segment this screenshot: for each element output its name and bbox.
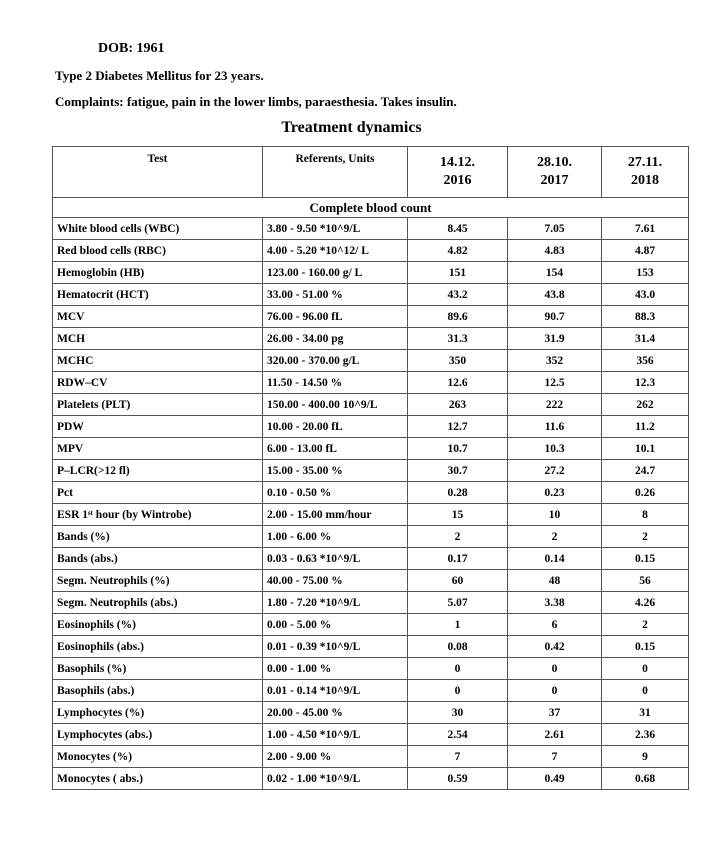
value-2016-cell: 151	[408, 262, 508, 284]
table-row	[53, 394, 689, 416]
test-name-cell: Segm. Neutrophils (abs.)	[53, 592, 263, 614]
section-label: Complete blood count	[53, 198, 689, 218]
value-2017-cell: 352	[508, 350, 602, 372]
value-2017-cell: 222	[508, 394, 602, 416]
value-2018-cell: 153	[602, 262, 689, 284]
value-2018-cell: 0.68	[602, 768, 689, 790]
test-name-cell: MCH	[53, 328, 263, 350]
table-row	[53, 460, 689, 482]
value-2018-cell: 43.0	[602, 284, 689, 306]
table-row	[53, 768, 689, 790]
value-2017-cell: 6	[508, 614, 602, 636]
referent-range-cell: 0.10 - 0.50 %	[263, 482, 408, 504]
referent-range-cell: 1.00 - 4.50 *10^9/L	[263, 724, 408, 746]
value-2016-cell: 30.7	[408, 460, 508, 482]
value-2018-cell: 24.7	[602, 460, 689, 482]
header-referents: Referents, Units	[263, 147, 408, 198]
value-2016-cell: 263	[408, 394, 508, 416]
table-row	[53, 218, 689, 240]
referent-range-cell: 1.80 - 7.20 *10^9/L	[263, 592, 408, 614]
table-row	[53, 526, 689, 548]
value-2018-cell: 262	[602, 394, 689, 416]
header-date-1-day: 14.12.	[440, 155, 475, 170]
value-2016-cell: 350	[408, 350, 508, 372]
test-name-cell: MCHC	[53, 350, 263, 372]
table-row	[53, 262, 689, 284]
value-2018-cell: 2	[602, 614, 689, 636]
value-2017-cell: 12.5	[508, 372, 602, 394]
value-2016-cell: 2.54	[408, 724, 508, 746]
referent-range-cell: 76.00 - 96.00 fL	[263, 306, 408, 328]
referent-range-cell: 0.00 - 5.00 %	[263, 614, 408, 636]
test-name-cell: Lymphocytes (%)	[53, 702, 263, 724]
patient-dob: DOB: 1961	[98, 41, 165, 56]
value-2018-cell: 356	[602, 350, 689, 372]
test-name-cell: Basophils (%)	[53, 658, 263, 680]
table-row	[53, 350, 689, 372]
header-date-2	[508, 147, 602, 198]
value-2017-cell: 7	[508, 746, 602, 768]
test-name-cell: Eosinophils (abs.)	[53, 636, 263, 658]
value-2017-cell: 27.2	[508, 460, 602, 482]
value-2017-cell: 2	[508, 526, 602, 548]
test-name-cell: Bands (abs.)	[53, 548, 263, 570]
header-date-1	[408, 147, 508, 198]
referent-range-cell: 33.00 - 51.00 %	[263, 284, 408, 306]
value-2018-cell: 0.15	[602, 636, 689, 658]
test-name-cell: Eosinophils (%)	[53, 614, 263, 636]
table-header	[53, 147, 689, 198]
value-2017-cell: 11.6	[508, 416, 602, 438]
value-2016-cell: 5.07	[408, 592, 508, 614]
referent-range-cell: 0.00 - 1.00 %	[263, 658, 408, 680]
value-2016-cell: 12.6	[408, 372, 508, 394]
header-date-1-year: 2016	[443, 173, 472, 188]
table-row	[53, 680, 689, 702]
lab-results-table	[52, 146, 689, 790]
header-test: Test	[53, 147, 263, 198]
header-date-2-day: 28.10.	[537, 155, 572, 170]
value-2016-cell: 0	[408, 658, 508, 680]
value-2017-cell: 0	[508, 658, 602, 680]
test-name-cell: Monocytes (%)	[53, 746, 263, 768]
header-date-3-year: 2018	[631, 173, 659, 188]
value-2017-cell: 0.42	[508, 636, 602, 658]
table-row	[53, 482, 689, 504]
table-row	[53, 416, 689, 438]
value-2017-cell: 0.49	[508, 768, 602, 790]
value-2018-cell: 2	[602, 526, 689, 548]
value-2018-cell: 4.26	[602, 592, 689, 614]
value-2016-cell: 89.6	[408, 306, 508, 328]
test-name-cell: MPV	[53, 438, 263, 460]
test-name-cell: Hemoglobin (HB)	[53, 262, 263, 284]
table-row	[53, 570, 689, 592]
table-body	[53, 198, 689, 790]
patient-complaints: Complaints: fatigue, pain in the lower limbs, paraesthesia. Takes insulin.	[55, 94, 457, 109]
referent-range-cell: 0.01 - 0.39 *10^9/L	[263, 636, 408, 658]
test-name-cell: RDW–CV	[53, 372, 263, 394]
value-2016-cell: 31.3	[408, 328, 508, 350]
value-2017-cell: 31.9	[508, 328, 602, 350]
test-name-cell: Lymphocytes (abs.)	[53, 724, 263, 746]
test-name-cell: Red blood cells (RBC)	[53, 240, 263, 262]
value-2018-cell: 7.61	[602, 218, 689, 240]
table-row	[53, 240, 689, 262]
test-name-cell: Monocytes ( abs.)	[53, 768, 263, 790]
value-2017-cell: 37	[508, 702, 602, 724]
value-2017-cell: 4.83	[508, 240, 602, 262]
referent-range-cell: 3.80 - 9.50 *10^9/L	[263, 218, 408, 240]
referent-range-cell: 6.00 - 13.00 fL	[263, 438, 408, 460]
value-2018-cell: 0	[602, 680, 689, 702]
referent-range-cell: 26.00 - 34.00 pg	[263, 328, 408, 350]
referent-range-cell: 0.03 - 0.63 *10^9/L	[263, 548, 408, 570]
test-name-cell: Hematocrit (HCT)	[53, 284, 263, 306]
test-name-cell: Platelets (PLT)	[53, 394, 263, 416]
value-2017-cell: 0.23	[508, 482, 602, 504]
section-row	[53, 198, 689, 218]
value-2016-cell: 0.08	[408, 636, 508, 658]
value-2018-cell: 2.36	[602, 724, 689, 746]
test-name-cell: Basophils (abs.)	[53, 680, 263, 702]
table-row	[53, 614, 689, 636]
table-row	[53, 284, 689, 306]
test-name-cell: P–LCR(>12 fl)	[53, 460, 263, 482]
value-2018-cell: 88.3	[602, 306, 689, 328]
header-date-3-day: 27.11.	[627, 155, 663, 170]
value-2017-cell: 3.38	[508, 592, 602, 614]
value-2018-cell: 0	[602, 658, 689, 680]
referent-range-cell: 320.00 - 370.00 g/L	[263, 350, 408, 372]
referent-range-cell: 2.00 - 9.00 %	[263, 746, 408, 768]
value-2016-cell: 0	[408, 680, 508, 702]
value-2016-cell: 8.45	[408, 218, 508, 240]
header-row	[53, 147, 689, 198]
value-2016-cell: 4.82	[408, 240, 508, 262]
referent-range-cell: 4.00 - 5.20 *10^12/ L	[263, 240, 408, 262]
referent-range-cell: 123.00 - 160.00 g/ L	[263, 262, 408, 284]
value-2018-cell: 8	[602, 504, 689, 526]
test-name-cell: Bands (%)	[53, 526, 263, 548]
value-2018-cell: 0.15	[602, 548, 689, 570]
value-2016-cell: 0.17	[408, 548, 508, 570]
table-row	[53, 636, 689, 658]
test-name-cell: PDW	[53, 416, 263, 438]
value-2017-cell: 154	[508, 262, 602, 284]
value-2018-cell: 31	[602, 702, 689, 724]
referent-range-cell: 150.00 - 400.00 10^9/L	[263, 394, 408, 416]
table-row	[53, 702, 689, 724]
value-2016-cell: 30	[408, 702, 508, 724]
referent-range-cell: 40.00 - 75.00 %	[263, 570, 408, 592]
value-2016-cell: 0.28	[408, 482, 508, 504]
table-title: Treatment dynamics	[281, 119, 422, 136]
value-2016-cell: 0.59	[408, 768, 508, 790]
referent-range-cell: 20.00 - 45.00 %	[263, 702, 408, 724]
referent-range-cell: 15.00 - 35.00 %	[263, 460, 408, 482]
header-date-2-year: 2017	[540, 173, 569, 188]
table-row	[53, 438, 689, 460]
value-2016-cell: 1	[408, 614, 508, 636]
value-2018-cell: 9	[602, 746, 689, 768]
value-2018-cell: 31.4	[602, 328, 689, 350]
value-2016-cell: 12.7	[408, 416, 508, 438]
table-row	[53, 306, 689, 328]
table-row	[53, 746, 689, 768]
referent-range-cell: 10.00 - 20.00 fL	[263, 416, 408, 438]
referent-range-cell: 0.02 - 1.00 *10^9/L	[263, 768, 408, 790]
referent-range-cell: 0.01 - 0.14 *10^9/L	[263, 680, 408, 702]
table-row	[53, 372, 689, 394]
value-2018-cell: 0.26	[602, 482, 689, 504]
table-row	[53, 658, 689, 680]
value-2017-cell: 10	[508, 504, 602, 526]
test-name-cell: White blood cells (WBC)	[53, 218, 263, 240]
value-2017-cell: 2.61	[508, 724, 602, 746]
test-name-cell: Segm. Neutrophils (%)	[53, 570, 263, 592]
header-date-3	[602, 147, 689, 198]
table-row	[53, 504, 689, 526]
value-2017-cell: 90.7	[508, 306, 602, 328]
value-2018-cell: 56	[602, 570, 689, 592]
table-row	[53, 548, 689, 570]
value-2018-cell: 11.2	[602, 416, 689, 438]
value-2016-cell: 60	[408, 570, 508, 592]
value-2018-cell: 12.3	[602, 372, 689, 394]
patient-diagnosis: Type 2 Diabetes Mellitus for 23 years.	[55, 68, 264, 83]
table-row	[53, 592, 689, 614]
referent-range-cell: 2.00 - 15.00 mm/hour	[263, 504, 408, 526]
value-2016-cell: 15	[408, 504, 508, 526]
value-2018-cell: 4.87	[602, 240, 689, 262]
referent-range-cell: 11.50 - 14.50 %	[263, 372, 408, 394]
value-2018-cell: 10.1	[602, 438, 689, 460]
value-2017-cell: 0.14	[508, 548, 602, 570]
value-2016-cell: 2	[408, 526, 508, 548]
value-2017-cell: 7.05	[508, 218, 602, 240]
table-row	[53, 328, 689, 350]
value-2017-cell: 43.8	[508, 284, 602, 306]
test-name-cell: MCV	[53, 306, 263, 328]
value-2016-cell: 7	[408, 746, 508, 768]
test-name-cell: ESR 1ˢᵗ hour (by Wintrobe)	[53, 504, 263, 526]
value-2017-cell: 10.3	[508, 438, 602, 460]
value-2017-cell: 0	[508, 680, 602, 702]
test-name-cell: Pct	[53, 482, 263, 504]
value-2017-cell: 48	[508, 570, 602, 592]
table-row	[53, 724, 689, 746]
value-2016-cell: 43.2	[408, 284, 508, 306]
value-2016-cell: 10.7	[408, 438, 508, 460]
referent-range-cell: 1.00 - 6.00 %	[263, 526, 408, 548]
